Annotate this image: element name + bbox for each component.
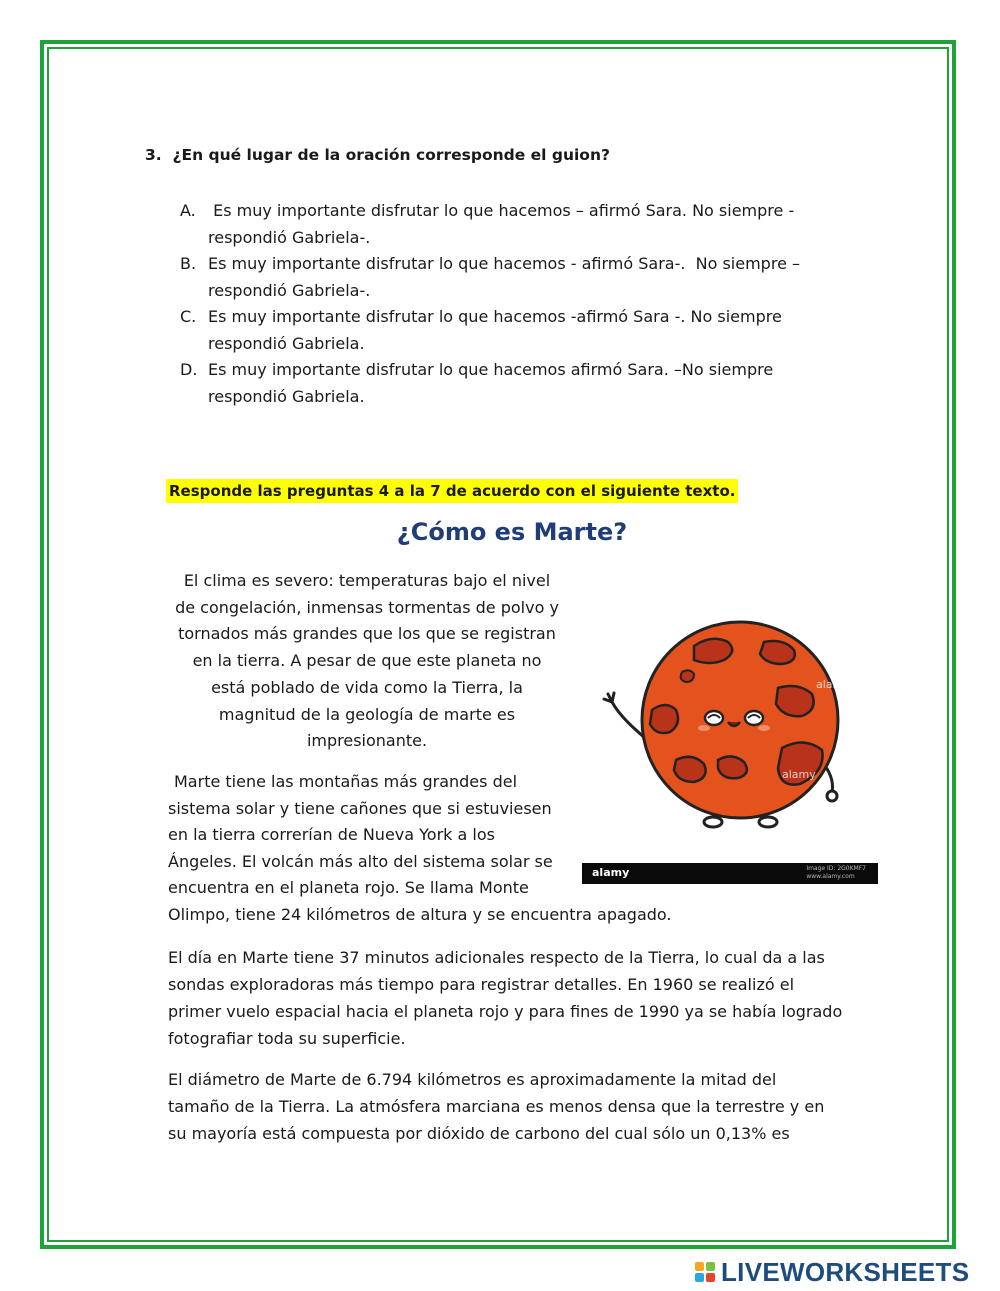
option-line: respondió Gabriela. (208, 333, 365, 353)
text-line: tamaño de la Tierra. La atmósfera marciana es menos densa que la terrestre y en (168, 1097, 825, 1116)
mars-patch (674, 757, 706, 782)
mars-hand-right (827, 791, 837, 801)
liveworksheets-logo-text: LIVEWORKSHEETS (721, 1256, 970, 1287)
question-text: ¿En qué lugar de la oración corresponde el guion? (172, 146, 610, 164)
credit-code (806, 865, 866, 881)
text-line: sondas exploradoras más tiempo para registrar detalles. En 1960 se realizó el (168, 975, 795, 994)
text-line: El diámetro de Marte de 6.794 kilómetros es aproximadamente la mitad del (168, 1070, 777, 1089)
text-line: Ángeles. El volcán más alto del sistema solar se (168, 851, 553, 871)
mars-cartoon-image (582, 610, 878, 886)
mars-patch (760, 641, 795, 664)
question-number: 3. (145, 146, 162, 164)
text-line: tornados más grandes que los que se registran (178, 624, 556, 644)
mars-mouth (728, 722, 740, 726)
credit-url: www.alamy.com (806, 873, 855, 880)
mars-cheek-right (758, 725, 770, 731)
text-line: sistema solar y tiene cañones que si estuviesen (168, 798, 552, 818)
option-line: Es muy importante disfrutar lo que hacemos -afirmó Sara -. No siempre (208, 307, 782, 326)
text-line: en la tierra. A pesar de que este planeta no (192, 651, 542, 671)
option-letter: C. (180, 307, 197, 326)
reading-title: ¿Cómo es Marte? (396, 518, 628, 546)
watermark-text: alamy (816, 678, 850, 691)
option-line: respondió Gabriela. (208, 386, 365, 406)
reading-paragraph-4 (168, 1066, 868, 1147)
mars-patch (650, 705, 678, 733)
image-credit-bar (582, 863, 878, 884)
text-line: El clima es severo: temperaturas bajo el nivel (183, 571, 551, 590)
liveworksheets-logo-icon (695, 1262, 715, 1282)
mars-cheek-left (698, 725, 710, 731)
reading-paragraph-1 (168, 568, 566, 755)
credit-image-id: Image ID: 2G0KMF7 (806, 865, 866, 872)
reading-paragraph-3 (168, 944, 868, 1052)
text-line: El día en Marte tiene 37 minutos adicionales respecto de la Tierra, lo cual da a las (168, 948, 825, 967)
option-b[interactable] (180, 251, 860, 304)
mars-patch (681, 670, 694, 682)
text-line: de congelación, inmensas tormentas de polvo y (175, 597, 559, 617)
mars-eye-right (745, 711, 763, 725)
mars-patch (776, 686, 814, 716)
text-line: impresionante. (306, 731, 428, 751)
option-line: Es muy importante disfrutar lo que hacemos afirmó Sara. –No siempre (208, 360, 774, 379)
option-line: Es muy importante disfrutar lo que hacemos - afirmó Sara-. No siempre – (208, 254, 800, 273)
question-3-title (145, 146, 610, 164)
text-line: encuentra en el planeta rojo. Se llama Monte (168, 878, 529, 897)
mars-patch (694, 639, 732, 663)
mars-foot-left (704, 817, 722, 827)
mars-patch (718, 756, 747, 778)
mars-foot-right (759, 817, 777, 827)
watermark-text: alamy (782, 768, 816, 781)
option-letter: B. (180, 254, 197, 273)
text-line: su mayoría está compuesta por dióxido de carbono del cual sólo un 0,13% es (168, 1124, 790, 1143)
option-c[interactable] (180, 304, 860, 357)
option-d[interactable] (180, 357, 860, 410)
option-line: respondió Gabriela-. (208, 227, 371, 247)
mars-eye-left (705, 711, 723, 725)
text-line: Olimpo, tiene 24 kilómetros de altura y se encuentra apagado. (168, 904, 672, 924)
text-line: magnitud de la geología de marte es (218, 704, 516, 724)
credit-brand: alamy (592, 866, 630, 879)
option-letter: A. (180, 201, 196, 220)
text-line: en la tierra correrían de Nueva York a los (168, 825, 495, 844)
text-line: está poblado de vida como la Tierra, la (211, 677, 523, 697)
option-letter: D. (180, 360, 198, 379)
highlighted-instruction: Responde las preguntas 4 a la 7 de acuerdo con el siguiente texto. (166, 479, 738, 503)
answer-options (180, 198, 860, 410)
liveworksheets-logo[interactable] (695, 1257, 969, 1287)
option-line: respondió Gabriela-. (208, 280, 371, 300)
mars-hand-left (604, 693, 614, 702)
text-line: Marte tiene las montañas más grandes del (174, 772, 518, 791)
text-line: primer vuelo espacial hacia el planeta rojo y para fines de 1990 ya se había logrado (168, 1002, 843, 1021)
option-a[interactable] (180, 198, 860, 251)
text-line: fotografiar toda su superficie. (168, 1029, 406, 1048)
option-line: Es muy importante disfrutar lo que hacemos – afirmó Sara. No siempre - (208, 201, 795, 220)
